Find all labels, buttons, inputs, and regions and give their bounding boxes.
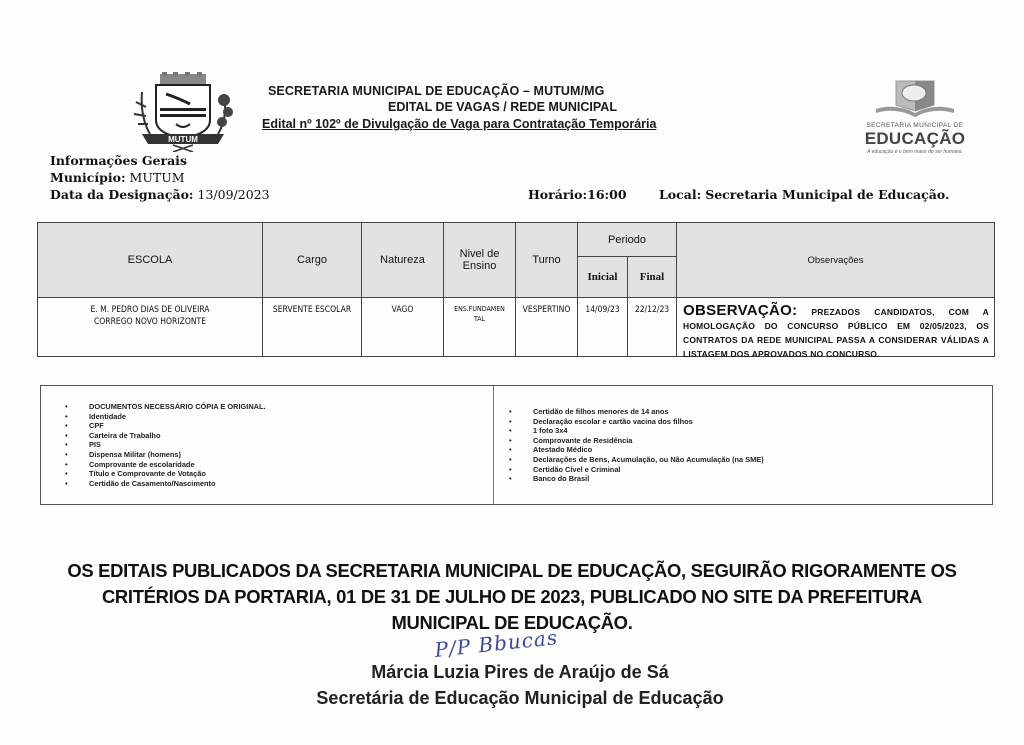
escola-line-1: E. M. PEDRO DIAS DE OLIVEIRA: [90, 305, 210, 315]
notice-line-3: MUNICIPAL DE EDUCAÇÃO.: [391, 612, 633, 633]
header-nivel-text: Nivel de Ensino: [459, 248, 500, 272]
data-designacao-value: 13/09/2023: [197, 187, 270, 202]
document-item-text: Banco do Brasil: [533, 474, 590, 484]
header-final-text: Final: [639, 271, 665, 283]
bullet-icon: •: [65, 430, 68, 440]
document-item: [65, 479, 266, 489]
cell-observacao: [683, 304, 989, 361]
document-item: [509, 465, 764, 475]
document-item: [65, 469, 266, 479]
document-item-text: Certidão Cível e Criminal: [533, 464, 621, 474]
cell-nivel: [444, 298, 516, 356]
cell-escola: [38, 298, 263, 356]
document-item: [509, 426, 764, 436]
document-item-text: PIS: [89, 440, 101, 450]
bullet-icon: •: [509, 416, 512, 426]
bullet-icon: •: [509, 454, 512, 464]
cell-inicial: 14/09/23: [578, 298, 628, 356]
document-item-text: Certidão de Casamento/Nascimento: [89, 478, 216, 488]
document-item-text: Certidão de filhos menores de 14 anos: [533, 407, 669, 416]
crest-caption: MUTUM: [168, 135, 198, 144]
municipal-crest-logo: [128, 72, 238, 152]
municipio-value: MUTUM: [129, 170, 185, 185]
signatory-role: Secretária de Educação Municipal de Educação: [316, 688, 724, 708]
document-item: [65, 460, 266, 470]
document-item: [509, 474, 764, 484]
signatory-name: Márcia Luzia Pires de Araújo de Sá: [371, 662, 669, 682]
header-escola: [38, 223, 263, 297]
nivel-line-1: ENS.FUNDAMEN: [454, 305, 505, 313]
header-line-2: EDITAL DE VAGAS / REDE MUNICIPAL: [388, 100, 617, 114]
bullet-icon: •: [509, 435, 512, 445]
document-item: [509, 417, 764, 427]
bullet-icon: •: [509, 474, 512, 484]
required-documents-box: [40, 385, 993, 505]
cell-final: 22/12/23: [628, 298, 677, 356]
header-natureza: [362, 223, 444, 297]
cell-turno: VESPERTINO: [516, 298, 578, 356]
document-item: [65, 412, 266, 422]
document-item: [509, 455, 764, 465]
observacao-text: PREZADOS CANDIDATOS, COM A HOMOLOGAÇÃO DO CONCURSO PÚBLICO EM 02/05/2023, OS CONTRATOS DA REDE MUNICIPAL PASSA A CONSIDERAR VÁLIDAS A LISTAGEM DOS APROVADOS NO CONCURSO.: [683, 307, 989, 359]
publication-notice: [40, 558, 984, 636]
header-periodo-text: Periodo: [608, 233, 646, 246]
document-item-text: Comprovante de escolaridade: [89, 459, 195, 469]
handwritten-signature: P/P Bbucas: [433, 625, 560, 662]
notice-line-2: CRITÉRIOS DA PORTARIA, 01 DE 31 DE JULHO DE 2023, PUBLICADO NO SITE DA PREFEITURA: [101, 586, 923, 607]
bullet-icon: •: [65, 402, 68, 411]
bullet-icon: •: [65, 440, 68, 450]
header-periodo: [578, 223, 677, 257]
bullet-icon: •: [65, 478, 68, 488]
bullet-icon: •: [509, 445, 512, 455]
local-label: Local:: [659, 187, 702, 202]
cell-natureza: VAGO: [362, 298, 444, 356]
escola-line-2: CORREGO NOVO HORIZONTE: [93, 317, 207, 327]
header-line-1: SECRETARIA MUNICIPAL DE EDUCAÇÃO – MUTUM/MG: [268, 84, 605, 98]
document-item-text: Dispensa Militar (homens): [89, 449, 181, 459]
document-item: [65, 431, 266, 441]
logo-tagline: A educação é o bem maior do ser humano.: [867, 149, 963, 155]
bullet-icon: •: [65, 411, 68, 421]
header-escola-text: ESCOLA: [127, 254, 173, 266]
logo-secretaria-text: SECRETARIA MUNICIPAL DE: [866, 122, 964, 129]
document-item-text: Identidade: [89, 411, 126, 421]
document-item-text: CPF: [89, 421, 104, 431]
header-turno: [516, 223, 578, 297]
observacao-title: OBSERVAÇÃO:: [683, 302, 798, 319]
document-item: [65, 450, 266, 460]
municipio-label: Município:: [50, 170, 126, 185]
document-item: [65, 440, 266, 450]
bullet-icon: •: [509, 426, 512, 436]
vacancy-table: [37, 222, 995, 357]
logo-educacao-text: EDUCAÇÃO: [864, 129, 966, 148]
header-inicial: [578, 257, 628, 297]
horario-label: Horário:: [528, 187, 588, 202]
documents-list-left: [65, 402, 266, 488]
document-item: [65, 421, 266, 431]
header-inicial-text: Inicial: [587, 271, 618, 283]
documents-list-right: [509, 407, 764, 484]
header-nivel: [444, 223, 516, 297]
bullet-icon: •: [509, 407, 512, 416]
document-item-text: DOCUMENTOS NECESSÁRIO CÓPIA E ORIGINAL.: [89, 402, 266, 411]
document-item-text: Carteira de Trabalho: [89, 430, 161, 440]
document-item: [509, 407, 764, 417]
document-item: [509, 445, 764, 455]
document-item-text: Título e Comprovante de Votação: [89, 469, 206, 479]
document-item-text: Declaração escolar e cartão vacina dos filhos: [533, 416, 693, 426]
document-item-text: 1 foto 3x4: [533, 426, 568, 436]
header-natureza-text: Natureza: [380, 254, 425, 266]
document-item-text: Atestado Médico: [533, 445, 593, 455]
document-item: [509, 436, 764, 446]
bullet-icon: •: [65, 469, 68, 479]
header-cargo: [263, 223, 362, 297]
header-final: [628, 257, 677, 297]
document-item: [65, 402, 266, 412]
bullet-icon: •: [65, 421, 68, 431]
notice-line-1: OS EDITAIS PUBLICADOS DA SECRETARIA MUNICIPAL DE EDUCAÇÃO, SEGUIRÃO RIGORAMENTE OS: [67, 560, 957, 581]
info-title: Informações Gerais: [50, 153, 187, 168]
book-brain-icon: [856, 75, 974, 123]
bullet-icon: •: [65, 449, 68, 459]
header-observacoes-text: Observações: [807, 254, 864, 266]
bullet-icon: •: [65, 459, 68, 469]
document-item-text: Declarações de Bens, Acumulação, ou Não Acumulação (na SME): [533, 454, 764, 464]
horario-value: 16:00: [587, 187, 627, 202]
header-turno-text: Turno: [532, 254, 561, 266]
data-designacao-label: Data da Designação:: [50, 187, 194, 202]
local-value: Secretaria Municipal de Educação.: [705, 187, 950, 202]
nivel-line-2: TAL: [473, 315, 486, 323]
document-item-text: Comprovante de Residência: [533, 435, 633, 445]
documents-divider: [493, 386, 494, 504]
header-line-3: Edital nº 102º de Divulgação de Vaga para Contratação Temporária: [262, 117, 657, 131]
secretaria-educacao-logo: [856, 75, 974, 157]
bullet-icon: •: [509, 464, 512, 474]
header-cargo-text: Cargo: [297, 254, 327, 266]
header-observacoes: [677, 223, 994, 297]
cell-cargo: SERVENTE ESCOLAR: [263, 298, 362, 356]
